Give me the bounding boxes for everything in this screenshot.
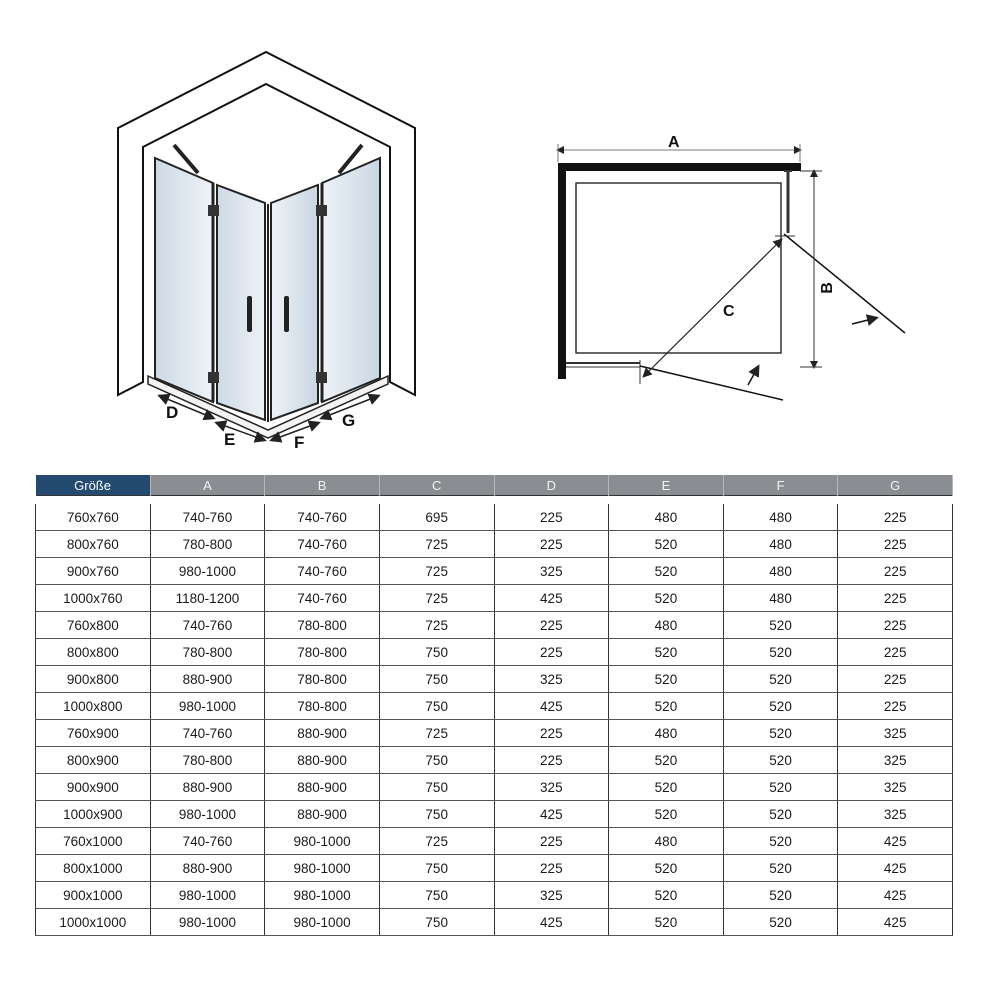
table-cell: 480: [609, 720, 724, 747]
table-cell: 725: [379, 828, 494, 855]
table-spacer: [36, 496, 953, 505]
table-cell: 520: [609, 531, 724, 558]
table-cell: 760x900: [36, 720, 151, 747]
table-cell: 520: [609, 558, 724, 585]
table-cell: 740-760: [265, 531, 380, 558]
table-cell: 520: [723, 639, 838, 666]
table-cell: 800x1000: [36, 855, 151, 882]
table-cell: 780-800: [150, 639, 265, 666]
table-cell: 750: [379, 666, 494, 693]
table-cell: 740-760: [265, 558, 380, 585]
table-cell: 520: [723, 909, 838, 936]
header-f: F: [723, 475, 838, 496]
table-cell: 520: [723, 774, 838, 801]
side-wall: [558, 163, 566, 379]
table-cell: 880-900: [265, 747, 380, 774]
table-cell: 520: [609, 693, 724, 720]
table-cell: 225: [838, 612, 953, 639]
dim-label-e: E: [224, 430, 236, 449]
table-cell: 425: [838, 855, 953, 882]
table-cell: 520: [609, 774, 724, 801]
table-cell: 520: [723, 828, 838, 855]
table-cell: 780-800: [265, 639, 380, 666]
table-cell: 800x900: [36, 747, 151, 774]
header-e: E: [609, 475, 724, 496]
plan-view-drawing: [558, 134, 905, 400]
header-size: Größe: [36, 475, 151, 496]
header-b: B: [265, 475, 380, 496]
table-cell: 325: [494, 666, 609, 693]
table-cell: 325: [838, 720, 953, 747]
table-cell: 1180-1200: [150, 585, 265, 612]
dim-label-a: A: [668, 134, 680, 151]
table-cell: 225: [494, 747, 609, 774]
table-cell: 425: [494, 585, 609, 612]
table-cell: 760x800: [36, 612, 151, 639]
table-cell: 480: [723, 585, 838, 612]
table-cell: 750: [379, 801, 494, 828]
table-cell: 520: [723, 720, 838, 747]
table-cell: 425: [838, 882, 953, 909]
dim-label-g: G: [342, 411, 356, 430]
table-row: [36, 639, 953, 666]
table-cell: 225: [838, 639, 953, 666]
table-cell: 980-1000: [265, 828, 380, 855]
table-cell: 725: [379, 531, 494, 558]
table-cell: 325: [494, 774, 609, 801]
table-cell: 760x1000: [36, 828, 151, 855]
table-cell: 225: [494, 828, 609, 855]
table-cell: 980-1000: [265, 882, 380, 909]
table-cell: 880-900: [150, 666, 265, 693]
table-cell: 980-1000: [265, 855, 380, 882]
table-cell: 325: [838, 774, 953, 801]
table-cell: 480: [609, 828, 724, 855]
table-row: [36, 558, 953, 585]
table-cell: 520: [609, 801, 724, 828]
table-row: [36, 585, 953, 612]
dim-label-c: C: [723, 303, 735, 320]
table-cell: 325: [494, 558, 609, 585]
table-cell: 880-900: [265, 720, 380, 747]
table-cell: 480: [609, 504, 724, 531]
table-cell: 695: [379, 504, 494, 531]
table-cell: 480: [609, 612, 724, 639]
left-door-handle-icon: [247, 296, 252, 332]
dim-label-d: D: [166, 403, 179, 422]
table-cell: 480: [723, 531, 838, 558]
table-row: [36, 531, 953, 558]
table-cell: 225: [494, 855, 609, 882]
table-cell: 800x760: [36, 531, 151, 558]
table-row: [36, 720, 953, 747]
table-cell: 520: [723, 801, 838, 828]
table-cell: 980-1000: [150, 558, 265, 585]
table-cell: 725: [379, 720, 494, 747]
table-cell: 880-900: [150, 855, 265, 882]
table-cell: 800x800: [36, 639, 151, 666]
table-cell: 780-800: [265, 693, 380, 720]
table-cell: 750: [379, 909, 494, 936]
table-cell: 980-1000: [265, 909, 380, 936]
table-cell: 225: [838, 693, 953, 720]
table-row: [36, 774, 953, 801]
diagram-area: [0, 0, 1000, 470]
table-cell: 520: [609, 747, 724, 774]
table-cell: 980-1000: [150, 882, 265, 909]
table-cell: 760x760: [36, 504, 151, 531]
table-cell: 520: [723, 612, 838, 639]
table-cell: 880-900: [150, 774, 265, 801]
table-cell: 880-900: [265, 801, 380, 828]
table-cell: 980-1000: [150, 801, 265, 828]
table-cell: 225: [838, 531, 953, 558]
table-cell: 520: [723, 747, 838, 774]
perspective-drawing: [118, 52, 415, 452]
table-row: [36, 693, 953, 720]
table-cell: 225: [494, 504, 609, 531]
table-cell: 880-900: [265, 774, 380, 801]
table-cell: 480: [723, 558, 838, 585]
table-cell: 325: [494, 882, 609, 909]
table-cell: 520: [609, 666, 724, 693]
table-cell: 900x760: [36, 558, 151, 585]
table-cell: 225: [494, 720, 609, 747]
hinge-icon: [316, 205, 327, 216]
table-cell: 425: [838, 909, 953, 936]
tray-outline: [576, 183, 781, 353]
back-wall: [558, 163, 801, 171]
header-g: G: [838, 475, 953, 496]
table-row: [36, 801, 953, 828]
table-cell: 740-760: [150, 504, 265, 531]
dimension-table: [35, 475, 953, 936]
right-door-glass: [271, 185, 318, 420]
table-cell: 225: [838, 666, 953, 693]
table-cell: 740-760: [150, 720, 265, 747]
left-fixed-glass: [155, 158, 213, 402]
table-cell: 480: [723, 504, 838, 531]
table-cell: 520: [609, 639, 724, 666]
table-cell: 425: [494, 909, 609, 936]
left-door-glass: [217, 185, 265, 420]
table-cell: 740-760: [265, 585, 380, 612]
table-cell: 225: [838, 585, 953, 612]
table-row: [36, 828, 953, 855]
hinge-icon: [316, 372, 327, 383]
table-header-row: [36, 475, 953, 496]
table-cell: 325: [838, 801, 953, 828]
table-cell: 520: [723, 855, 838, 882]
table-cell: 520: [723, 666, 838, 693]
table-cell: 750: [379, 639, 494, 666]
table-row: [36, 666, 953, 693]
dim-label-f: F: [294, 433, 305, 452]
table-row: [36, 612, 953, 639]
table-cell: 520: [609, 585, 724, 612]
table-cell: 425: [494, 693, 609, 720]
table-row: [36, 504, 953, 531]
table-cell: 520: [723, 882, 838, 909]
table-cell: 520: [609, 909, 724, 936]
hinge-icon: [208, 372, 219, 383]
table-cell: 1000x900: [36, 801, 151, 828]
table-row: [36, 747, 953, 774]
table-cell: 1000x1000: [36, 909, 151, 936]
table-cell: 900x900: [36, 774, 151, 801]
table-cell: 225: [494, 612, 609, 639]
dim-label-b: B: [819, 282, 836, 294]
table-cell: 225: [838, 504, 953, 531]
table-cell: 750: [379, 882, 494, 909]
right-door-handle-icon: [284, 296, 289, 332]
table-cell: 780-800: [265, 612, 380, 639]
header-a: A: [150, 475, 265, 496]
table-cell: 725: [379, 585, 494, 612]
table-cell: 740-760: [150, 828, 265, 855]
table-cell: 980-1000: [150, 909, 265, 936]
table-cell: 780-800: [150, 747, 265, 774]
table-cell: 780-800: [150, 531, 265, 558]
table-cell: 225: [494, 639, 609, 666]
table-cell: 740-760: [150, 612, 265, 639]
table-cell: 425: [494, 801, 609, 828]
header-d: D: [494, 475, 609, 496]
hinge-icon: [208, 205, 219, 216]
table-cell: 900x1000: [36, 882, 151, 909]
table-cell: 750: [379, 855, 494, 882]
table-cell: 725: [379, 612, 494, 639]
table-cell: 750: [379, 747, 494, 774]
table-cell: 520: [609, 882, 724, 909]
table-cell: 780-800: [265, 666, 380, 693]
table-cell: 900x800: [36, 666, 151, 693]
table-cell: 1000x760: [36, 585, 151, 612]
table-cell: 520: [609, 855, 724, 882]
table-cell: 750: [379, 774, 494, 801]
table-cell: 225: [838, 558, 953, 585]
table-cell: 740-760: [265, 504, 380, 531]
table-cell: 980-1000: [150, 693, 265, 720]
table-cell: 325: [838, 747, 953, 774]
table-row: [36, 882, 953, 909]
table-cell: 520: [723, 693, 838, 720]
header-c: C: [379, 475, 494, 496]
table-cell: 425: [838, 828, 953, 855]
table-row: [36, 855, 953, 882]
right-fixed-glass: [322, 158, 380, 402]
table-cell: 750: [379, 693, 494, 720]
table-cell: 1000x800: [36, 693, 151, 720]
table-cell: 725: [379, 558, 494, 585]
table-row: [36, 909, 953, 936]
table-cell: 225: [494, 531, 609, 558]
